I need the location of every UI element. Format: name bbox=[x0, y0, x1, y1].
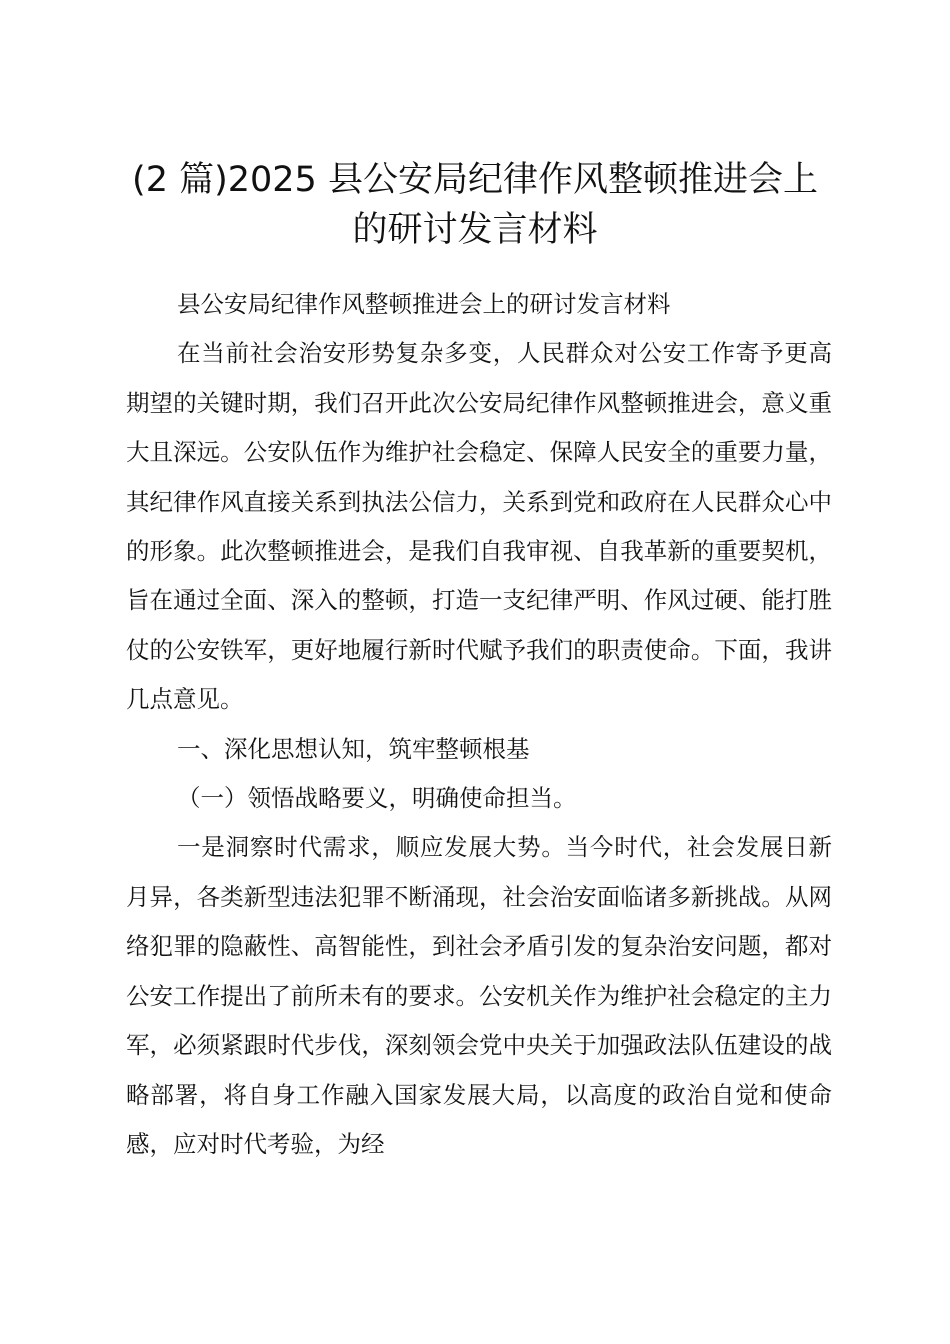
document-subtitle: 县公安局纪律作风整顿推进会上的研讨发言材料 bbox=[177, 290, 671, 318]
intro-paragraph: 在当前社会治安形势复杂多变，人民群众对公安工作寄予更高期望的关键时期，我们召开此次公安局纪律作风整顿推进会，意义重大且深远。公安队伍作为维护社会稳定、保障人民安全的重要力量，其纪律作风直接关系到执法公信力，关系到党和政府在人民群众心中的形象。此次整顿推进会，是我们自我审视、自我革新的重要契机，旨在通过全面、深入的整顿，打造一支纪律严明、作风过硬、能打胜仗的公安铁军，更好地履行新时代赋予我们的职责使命。下面，我讲几点意见。 bbox=[126, 339, 832, 714]
title-line-2: 的研讨发言材料 bbox=[352, 210, 598, 250]
document-title bbox=[0, 155, 950, 255]
section-heading: 一、深化思想认知，筑牢整顿根基 bbox=[177, 734, 530, 763]
title-line-1: (2 篇)2025 县公安局纪律作风整顿推进会上 bbox=[132, 160, 818, 200]
body-paragraph: 一是洞察时代需求，顺应发展大势。当今时代，社会发展日新月异，各类新型违法犯罪不断涌现，社会治安面临诸多新挑战。从网络犯罪的隐蔽性、高智能性，到社会矛盾引发的复杂治安问题，都对公安工作提出了前所未有的要求。公安机关作为维护社会稳定的主力军，必须紧跟时代步伐，深刻领会党中央关于加强政法队伍建设的战略部署，将自身工作融入国家发展大局，以高度的政治自觉和使命感，应对时代考验，为经 bbox=[126, 833, 832, 1158]
document-body bbox=[126, 280, 832, 1169]
subsection-heading: （一）领悟战略要义，明确使命担当。 bbox=[177, 784, 577, 813]
